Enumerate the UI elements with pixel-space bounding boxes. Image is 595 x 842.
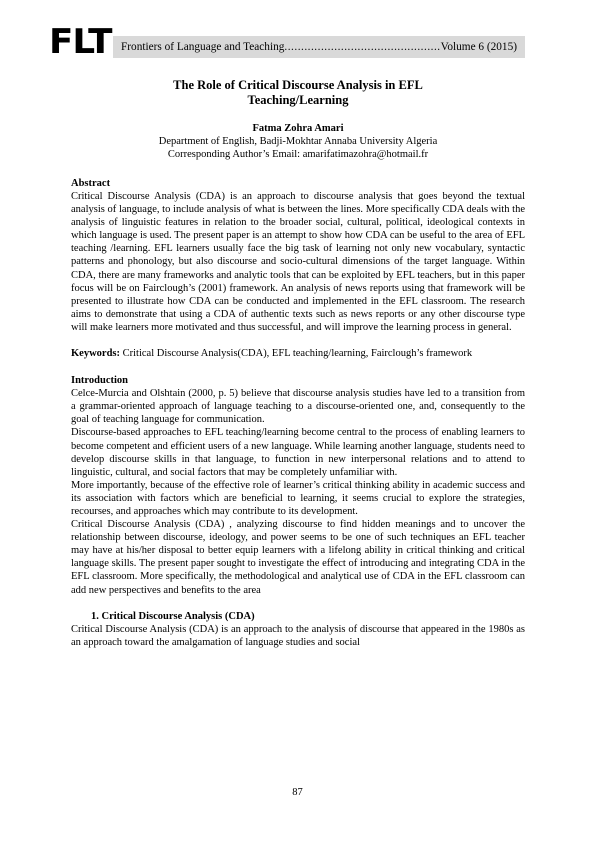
intro-paragraph: More importantly, because of the effective role of learner’s critical thinking ability in academic success and its association with factors which are beneficial to learning, it seems crucial to explore the strategies, recourses, and approaches which may contribute to its development. (71, 479, 525, 517)
journal-name: Frontiers of Language and Teaching (121, 41, 285, 53)
author-email: Corresponding Author’s Email: amarifatimazohra@hotmail.fr (167, 149, 429, 160)
abstract-text: Critical Discourse Analysis (CDA) is an approach to discourse analysis that goes beyond the textual analysis of language, to include analysis of what is between the lines. More specifically CDA deals with the analysis of linguistic features in relation to the broader social, cultural, political, ideological contexts in which language is used. The present paper is an attempt to show how CDA can be useful to the area of EFL teaching /learning. EFL learners usually face the big task of learning not only new vocabulary, syntactic patterns and phonology, but also discourse and socio-cultural dimensions of the target language. Within CDA, there are many frameworks and analytic tools that can be exploited by EFL teachers, but in this paper focus will be on Fairclough’s (2001) framework. An analysis of news reports using that framework will be presented to illustrate how CDA can be conducted and implemented in the EFL classroom. The research aims to demonstrate that using a CDA of authentic texts such as news reports or any other discourse type will make learners more motivated and thus successful, and will improve the learning process in general. (71, 191, 525, 333)
keywords-label: Keywords: (71, 348, 120, 360)
author-name: Fatma Zohra Amari (252, 123, 344, 134)
running-header (113, 36, 525, 58)
author-affiliation: Department of English, Badji-Mokhtar Annaba University Algeria (158, 136, 438, 147)
section-1-text: Critical Discourse Analysis (CDA) is an approach to the analysis of discourse that appeared in the 1980s as an approach toward the amalgamation of language studies and social (71, 623, 525, 648)
article-body (71, 78, 525, 649)
keywords (71, 347, 525, 360)
keywords-text: Critical Discourse Analysis(CDA), EFL teaching/learning, Fairclough’s framework (122, 348, 473, 360)
article-title (71, 78, 525, 108)
title-line-2: Teaching/Learning (247, 93, 349, 107)
page-number: 87 (292, 787, 303, 798)
header-leader-dots (284, 41, 440, 53)
intro-paragraph: Discourse-based approaches to EFL teaching/learning become central to the process of enabling learners to become competent and efficient users of a new language. While learning another language, students need to develop discourse skills in that language, to function in new interpersonal relations and to attend to linguistic, cultural, and social factors that may be completely unfamiliar with. (71, 427, 525, 478)
intro-paragraph: Critical Discourse Analysis (CDA) , analyzing discourse to find hidden meanings and to uncover the relationship between discourse, ideology, and power seems to be one of such techniques an EFL teacher may have at his/her disposal to better equip learners with a lifelong ability in critical thinking and critical language skills. The present paper sought to investigate the effect of introducing and integrating CDA in the EFL classroom. More specifically, the methodological and analytical use of CDA in the EFL classroom can add new perspectives and benefits to the area (71, 519, 525, 596)
introduction-heading: Introduction (71, 375, 128, 387)
title-line-1: The Role of Critical Discourse Analysis in EFL (173, 78, 423, 92)
intro-paragraph: Celce-Murcia and Olshtain (2000, p. 5) believe that discourse analysis studies have led to a transition from a grammar-oriented approach of language teaching to a discourse-oriented one, and, consequently to the goal of teaching language for communication. (71, 388, 525, 426)
section-1-heading: 1. Critical Discourse Analysis (CDA) (91, 610, 255, 622)
journal-volume: Volume 6 (2015) (440, 41, 517, 53)
journal-logo: FLT (49, 22, 112, 62)
abstract-heading: Abstract (71, 178, 111, 189)
